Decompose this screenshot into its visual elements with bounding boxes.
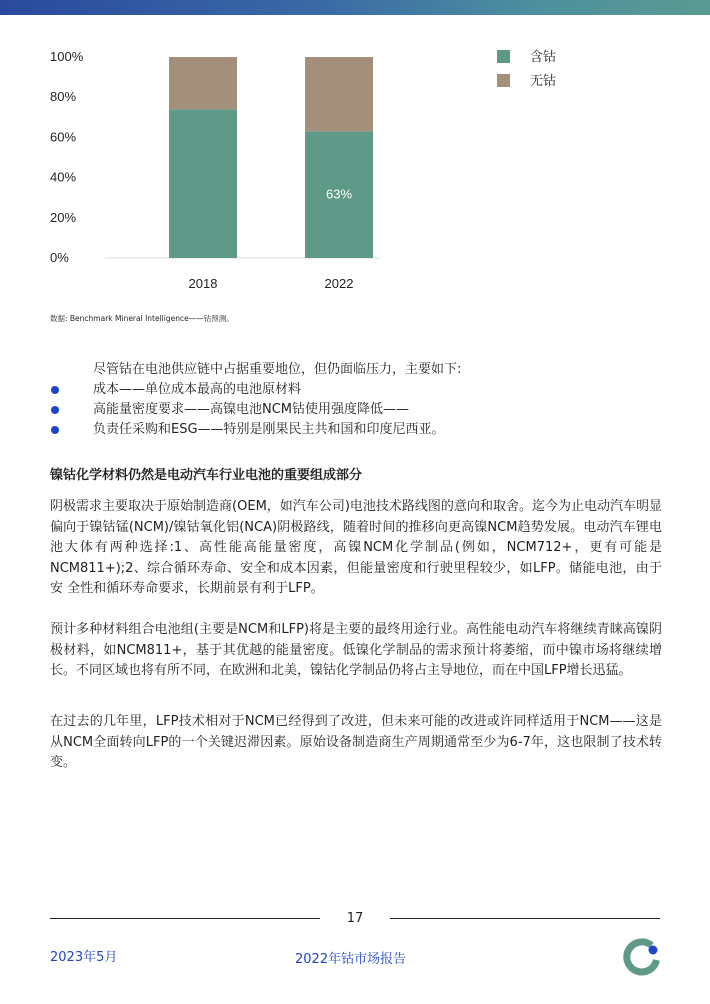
y-tick-label: 40%: [50, 169, 77, 185]
footer-rule-right: [390, 918, 660, 919]
intro-text: 尽管钴在电池供应链中占据重要地位，但仍面临压力，主要如下:: [93, 362, 462, 377]
bars: [169, 57, 373, 258]
bullet-item: [50, 380, 445, 400]
y-tick-label: 20%: [50, 209, 77, 225]
report-title: 2022年钴市场报告: [295, 952, 407, 967]
publication-date: 2023年5月: [50, 950, 118, 965]
paragraph-3: 在过去的几年里，LFP技术相对于NCM已经得到了改进，但未来可能的改进或许同样适用于NCM——这是从NCM全面转向LFP的一个关键迟滞因素。原始设备制造商生产周期通常至少为6-7年，这也限制了技术转变。: [50, 714, 662, 770]
x-tick-label: 2022: [324, 276, 354, 291]
bullet-list: [50, 380, 445, 440]
bar-2018-series-1: [169, 57, 237, 109]
data-label-2022: 63%: [325, 186, 353, 202]
bar-2022-series-1: [305, 57, 373, 131]
legend-swatch-1: [497, 74, 510, 87]
bullet-dot-icon: [51, 386, 59, 394]
footer-rule-left: [50, 918, 320, 919]
y-tick-label: 100%: [50, 49, 84, 64]
bullet-dot-icon: [51, 426, 59, 434]
paragraph-2: 预计多种材料组合电池组(主要是NCM和LFP)将是主要的最终用途行业。高性能电动汽车将继续青睐高镍阴 极材料，如NCM811+，基于其优越的能量密度。低镍化学制品的需求预计将萎缩，而中镍市场将继续增长。不同区域也将有所不同，在欧洲和北美，镍钴化学制品仍将占主导地位，而在中国LFP增长迅猛。: [50, 622, 676, 678]
legend: [497, 50, 556, 89]
x-axis-ticks: [189, 276, 354, 291]
section-heading: 镍钴化学材料仍然是电动汽车行业电池的重要组成部分: [50, 468, 363, 483]
bullet-text: 成本——单位成本最高的电池原材料: [93, 382, 302, 397]
cobalt-institute-logo-icon: [622, 938, 662, 978]
header-gradient-bar: [0, 0, 710, 15]
legend-swatch-0: [497, 50, 510, 63]
bullet-text: 高能量密度要求——高镍电池NCM钴使用强度降低——: [93, 402, 410, 417]
y-axis-ticks: [50, 49, 84, 265]
bullet-item: [50, 400, 445, 420]
x-tick-label: 2018: [188, 276, 218, 291]
bar-2018-series-0: [169, 109, 237, 258]
y-tick-label: 80%: [50, 89, 77, 105]
stacked-bar-chart: [0, 30, 600, 300]
y-tick-label: 0%: [50, 250, 69, 265]
bullet-text: 负责任采购和ESG——特别是刚果民主共和国和印度尼西亚。: [93, 422, 445, 437]
legend-label-0: 含钴: [530, 50, 557, 65]
bullet-dot-icon: [51, 406, 59, 414]
y-tick-label: 60%: [50, 129, 77, 145]
legend-label-1: 无钴: [530, 74, 557, 89]
chart-source-note: 数据: Benchmark Mineral Intelligence——钴预测。: [50, 314, 234, 323]
paragraph-1: 阴极需求主要取决于原始制造商(OEM，如汽车公司)电池技术路线图的意向和取舍。迄今为止电动汽车明显偏向于镍钴锰(NCM)/镍钴氧化铝(NCA)阴极路线，随着时间的推移向更高镍NCM趋势发展。电动汽车锂电池大体有两种选择:1、高性能高能量密度，高镍NCM化学制品(例如，NCM712+，更有可能是 NCM811+);2、综合循环寿命、安全和成本因素，但能量密度和行驶里程较少，如LFP。储能电池，由于安 全性和循环寿命要求，长期前景有利于LFP。: [50, 499, 662, 596]
bullet-item: [50, 420, 445, 440]
page-number: 17: [346, 911, 364, 926]
